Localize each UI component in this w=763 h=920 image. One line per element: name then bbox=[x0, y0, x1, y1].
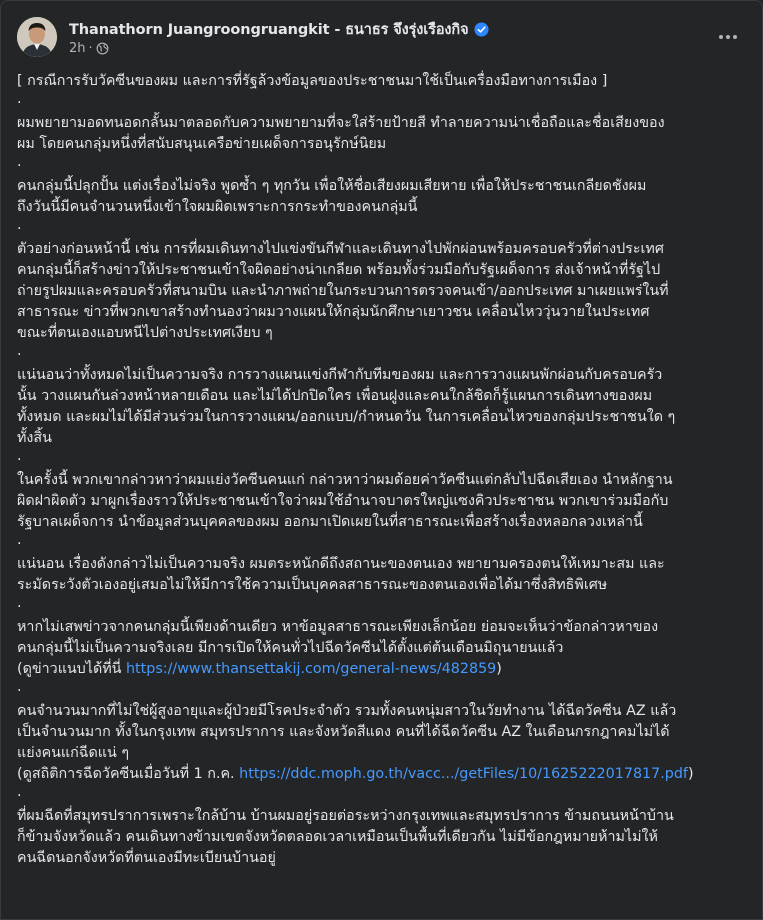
more-options-icon[interactable] bbox=[710, 23, 746, 51]
globe-icon[interactable] bbox=[96, 42, 109, 55]
post-text-line: ถึงวันนี้มีคนจำนวนหนึ่งเข้าใจผมผิดเพราะการกระทำของคนกลุ่มนี้ bbox=[17, 199, 418, 215]
post-text-line: ผิดฝาผิดตัว มาผูกเรื่องราวให้ประชาชนเข้าใจว่าผมใช้อำนาจบาตรใหญ่แซงคิวประชาชน พวกเขาร่วมมือกับ bbox=[17, 493, 669, 509]
post-link-line bbox=[17, 764, 753, 785]
post-text-line: ตัวอย่างก่อนหน้านี้ เช่น การที่ผมเดินทางไปแข่งขันกีฬาและเดินทางไปพักผ่อนพร้อมครอบครัวที่ต่างประเทศ bbox=[17, 241, 664, 257]
post-meta bbox=[69, 41, 109, 56]
post-text-line: หากไม่เสพข่าวจากคนกลุ่มนี้เพียงด้านเดียว หาข้อมูลสาธารณะเพียงเล็กน้อย ย่อมจะเห็นว่าข้อกล่าวหาของ bbox=[17, 619, 659, 635]
author-avatar[interactable] bbox=[17, 17, 57, 57]
post-text-line: คนฉีดนอกจังหวัดที่ตนเองมีทะเบียนบ้านอยู่ bbox=[17, 850, 276, 866]
post-text-line: แน่นอนว่าทั้งหมดไม่เป็นความจริง การวางแผนแข่งกีฬากับทีมของผม และการวางแผนพักผ่อนกับครอบครัว bbox=[17, 367, 663, 383]
post-text-line: แย่งคนแก่ฉีดแน่ ๆ bbox=[17, 745, 130, 761]
author-name[interactable]: Thanathorn Juangroongruangkit - ธนาธร จึงรุ่งเรืองกิจ bbox=[69, 22, 469, 38]
post-timestamp[interactable]: 2h bbox=[69, 41, 86, 56]
meta-separator: · bbox=[88, 41, 93, 56]
paragraph-separator: . bbox=[17, 91, 22, 107]
post-text-line: นั้น วางแผนกันล่วงหน้าหลายเดือน และไม่ได้ปกปิดใคร เพื่อนฝูงและคนใกล้ชิดก็รู้แผนการเดินทางของผม bbox=[17, 388, 653, 404]
external-link[interactable]: https://ddc.moph.go.th/vacc.../getFiles/10/1625222017817.pdf bbox=[239, 766, 688, 782]
paragraph-separator: . bbox=[17, 217, 22, 233]
paragraph-separator: . bbox=[17, 343, 22, 359]
paragraph-separator: . bbox=[17, 784, 22, 800]
link-suffix: ) bbox=[687, 766, 694, 782]
paragraph-separator: . bbox=[17, 595, 22, 611]
verified-badge-icon bbox=[474, 22, 489, 37]
link-prefix: (ดูข่าวแนบได้ที่นี่ bbox=[17, 661, 126, 677]
post-header bbox=[17, 11, 746, 63]
post-body bbox=[17, 71, 753, 869]
link-prefix: (ดูสถิติการฉีดวัคซีนเมื่อวันที่ 1 ก.ค. bbox=[17, 766, 240, 782]
post-text-line: ถ่ายรูปผมและครอบครัวที่สนามบิน และนำภาพถ่ายในกระบวนการตรวจคนเข้า/ออกประเทศ มาเผยแพร่ในที่ bbox=[17, 283, 669, 299]
post-text-line: คนกลุ่มนี้ก็สร้างข่าวให้ประชาชนเข้าใจผิดอย่างน่าเกลียด พร้อมทั้งร่วมมือกับรัฐเผด็จการ ส่งเจ้าหน้าที่รัฐไป bbox=[17, 262, 661, 278]
post-text-line: คนกลุ่มนี้ไม่เป็นความจริงเลย มีการเปิดให้คนทั่วไปฉีดวัคซีนได้ตั้งแต่ต้นเดือนมิถุนายนแล้ว bbox=[17, 640, 564, 656]
post-text-line: ผมพยายามอดทนอดกลั้นมาตลอดกับความพยายามที่จะใส่ร้ายป้ายสี ทำลายความน่าเชื่อถือและชื่อเสียงของ bbox=[17, 115, 665, 131]
paragraph-separator: . bbox=[17, 679, 22, 695]
post-text-line: คนจำนวนมากที่ไม่ใช่ผู้สูงอายุและผู้ป่วยมีโรคประจำตัว รวมทั้งคนหนุ่มสาวในวัยทำงาน ได้ฉีดวัคซีน AZ แล้ว bbox=[17, 703, 677, 719]
post-text-line: ทั้งสิ้น bbox=[17, 430, 52, 446]
post-text-line: ก็ข้ามจังหวัดแล้ว คนเดินทางข้ามเขตจังหวัดตลอดเวลาเหมือนเป็นพื้นที่เดียวกัน ไม่มีข้อกฎหมายห้ามไม่ให้ bbox=[17, 829, 658, 845]
post-text-line: เป็นจำนวนมาก ทั้งในกรุงเทพ สมุทรปราการ และจังหวัดสีแดง คนที่ได้ฉีดวัคซีน AZ ในเดือนกรกฎาคมไม่ได้ bbox=[17, 724, 670, 740]
post-text-line: ระมัดระวังตัวเองอยู่เสมอไม่ให้มีการใช้ความเป็นบุคคลสาธารณะของตนเองเพื่อได้มาซึ่งสิทธิพิเศษ bbox=[17, 577, 608, 593]
external-link[interactable]: https://www.thansettakij.com/general-news/482859 bbox=[125, 661, 497, 677]
paragraph-separator: . bbox=[17, 154, 22, 170]
post-text-line: ในครั้งนี้ พวกเขากล่าวหาว่าผมแย่งวัคซีนคนแก่ กล่าวหาว่าผมด้อยค่าวัคซีนแต่กลับไปฉีดเสียเอง นำหลักฐาน bbox=[17, 472, 673, 488]
paragraph-separator: . bbox=[17, 532, 22, 548]
post-text-line: รัฐบาลเผด็จการ นำข้อมูลส่วนบุคคลของผม ออกมาเปิดเผยในที่สาธารณะเพื่อสร้างเรื่องหลอกลวงเหล่านี้ bbox=[17, 514, 643, 530]
author-row bbox=[69, 18, 489, 41]
post-text-line: ทั้งหมด และผมไม่ได้มีส่วนร่วมในการวางแผน/ออกแบบ/กำหนดวัน ในการเคลื่อนไหวของกลุ่มประชาชนใด ๆ bbox=[17, 409, 676, 425]
post-link-line bbox=[17, 659, 753, 680]
post-text-line: ขณะที่ตนเองแอบหนีไปต่างประเทศเงียบ ๆ bbox=[17, 325, 273, 341]
post-text-line: ผม โดยคนกลุ่มหนึ่งที่สนับสนุนเครือข่ายเผด็จการอนุรักษ์นิยม bbox=[17, 136, 387, 152]
post-text-line: คนกลุ่มนี้ปลุกปั้น แต่งเรื่องไม่จริง พูดซ้ำ ๆ ทุกวัน เพื่อให้ชื่อเสียงผมเสียหาย เพื่อให้ประชาชนเกลียดชังผม bbox=[17, 178, 647, 194]
link-suffix: ) bbox=[496, 661, 502, 677]
avatar-image bbox=[17, 17, 57, 57]
paragraph-separator: . bbox=[17, 448, 22, 464]
post-text-line: แน่นอน เรื่องดังกล่าวไม่เป็นความจริง ผมตระหนักดีถึงสถานะของตนเอง พยายามครองตนให้เหมาะสม และ bbox=[17, 556, 665, 572]
post-text-line: ที่ผมฉีดที่สมุทรปราการเพราะใกล้บ้าน บ้านผมอยู่รอยต่อระหว่างกรุงเทพและสมุทรปราการ ข้ามถนนหน้าบ้าน bbox=[17, 808, 674, 824]
post-text-line: สาธารณะ ข่าวที่พวกเขาสร้างทำนองว่าผมวางแผนให้กลุ่มนักศึกษาเยาวชน เคลื่อนไหววุ่นวายในประเทศ bbox=[17, 304, 650, 320]
post-text-line: [ กรณีการรับวัคซีนของผม และการที่รัฐล้วงข้อมูลของประชาชนมาใช้เป็นเครื่องมือทางการเมือง ] bbox=[17, 73, 608, 89]
